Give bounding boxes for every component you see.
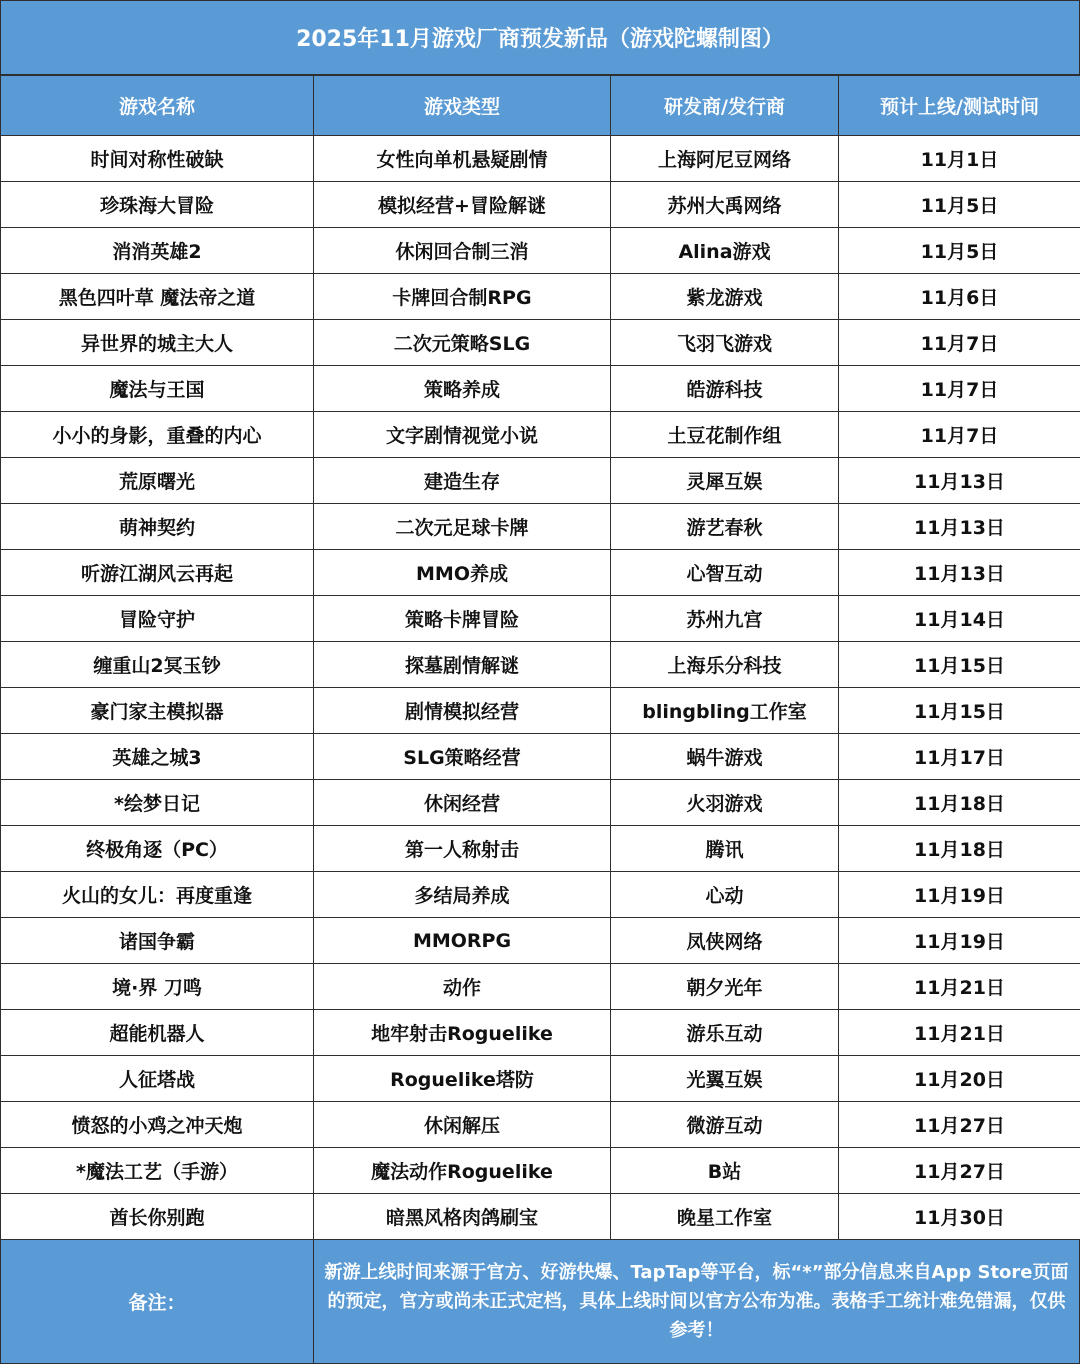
table-row [1, 182, 1080, 228]
column-header-game-name: 游戏名称 [1, 76, 314, 136]
cell-release-date: 11月13日 [839, 458, 1080, 504]
cell-game-type: 剧情模拟经营 [314, 688, 611, 734]
cell-game-type: Roguelike塔防 [314, 1056, 611, 1102]
cell-developer: 光翼互娱 [611, 1056, 839, 1102]
cell-game-type: 地牢射击Roguelike [314, 1010, 611, 1056]
cell-game-name: *绘梦日记 [1, 780, 314, 826]
cell-game-name: 英雄之城3 [1, 734, 314, 780]
cell-game-type: 模拟经营+冒险解谜 [314, 182, 611, 228]
cell-game-name: 愤怒的小鸡之冲天炮 [1, 1102, 314, 1148]
cell-game-type: 暗黑风格肉鸽刷宝 [314, 1194, 611, 1240]
cell-release-date: 11月15日 [839, 688, 1080, 734]
cell-game-type: 文字剧情视觉小说 [314, 412, 611, 458]
cell-release-date: 11月27日 [839, 1148, 1080, 1194]
table-row [1, 550, 1080, 596]
column-header-game-type: 游戏类型 [314, 76, 611, 136]
cell-developer: 苏州九宫 [611, 596, 839, 642]
cell-developer: 晚星工作室 [611, 1194, 839, 1240]
table-body [1, 136, 1080, 1240]
cell-game-type: 卡牌回合制RPG [314, 274, 611, 320]
column-header-developer-publisher: 研发商/发行商 [611, 76, 839, 136]
cell-release-date: 11月7日 [839, 320, 1080, 366]
cell-game-name: 魔法与王国 [1, 366, 314, 412]
cell-game-type: 二次元策略SLG [314, 320, 611, 366]
cell-game-name: 豪门家主模拟器 [1, 688, 314, 734]
cell-release-date: 11月13日 [839, 550, 1080, 596]
cell-developer: 上海阿尼豆网络 [611, 136, 839, 182]
table-row [1, 596, 1080, 642]
cell-release-date: 11月15日 [839, 642, 1080, 688]
cell-developer: 心动 [611, 872, 839, 918]
cell-game-name: 萌神契约 [1, 504, 314, 550]
table-row [1, 412, 1080, 458]
cell-game-type: SLG策略经营 [314, 734, 611, 780]
cell-game-name: 人征塔战 [1, 1056, 314, 1102]
cell-game-type: 探墓剧情解谜 [314, 642, 611, 688]
cell-release-date: 11月18日 [839, 826, 1080, 872]
cell-release-date: 11月7日 [839, 412, 1080, 458]
cell-developer: 朝夕光年 [611, 964, 839, 1010]
table-row [1, 320, 1080, 366]
cell-developer: 心智互动 [611, 550, 839, 596]
cell-developer: Alina游戏 [611, 228, 839, 274]
game-release-table [0, 75, 1080, 1240]
table-row [1, 1056, 1080, 1102]
cell-game-type: 魔法动作Roguelike [314, 1148, 611, 1194]
cell-release-date: 11月21日 [839, 1010, 1080, 1056]
cell-game-type: MMO养成 [314, 550, 611, 596]
cell-game-name: 小小的身影，重叠的内心 [1, 412, 314, 458]
cell-developer: 紫龙游戏 [611, 274, 839, 320]
cell-release-date: 11月5日 [839, 228, 1080, 274]
cell-game-name: 冒险守护 [1, 596, 314, 642]
table-row [1, 734, 1080, 780]
table-row [1, 826, 1080, 872]
cell-release-date: 11月6日 [839, 274, 1080, 320]
cell-game-type: 第一人称射击 [314, 826, 611, 872]
notes-text: 新游上线时间来源于官方、好游快爆、TapTap等平台，标“*”部分信息来自App Store页面的预定，官方或尚未正式定档，具体上线时间以官方公布为准。表格手工统计难免错漏，仅供参考！ [324, 1262, 1069, 1341]
page-title: 2025年11月游戏厂商预发新品（游戏陀螺制图） [0, 0, 1080, 75]
cell-game-name: 缠重山2冥玉钞 [1, 642, 314, 688]
cell-game-name: 境·界 刀鸣 [1, 964, 314, 1010]
cell-game-name: 黑色四叶草 魔法帝之道 [1, 274, 314, 320]
cell-release-date: 11月21日 [839, 964, 1080, 1010]
table-row [1, 366, 1080, 412]
cell-game-name: 荒原曙光 [1, 458, 314, 504]
cell-developer: 蜗牛游戏 [611, 734, 839, 780]
cell-game-name: 酋长你别跑 [1, 1194, 314, 1240]
cell-game-name: 时间对称性破缺 [1, 136, 314, 182]
cell-developer: 飞羽飞游戏 [611, 320, 839, 366]
cell-developer: 灵犀互娱 [611, 458, 839, 504]
table-row [1, 136, 1080, 182]
column-header-release-date: 预计上线/测试时间 [839, 76, 1080, 136]
cell-release-date: 11月19日 [839, 872, 1080, 918]
table-row [1, 274, 1080, 320]
table-row [1, 1194, 1080, 1240]
cell-developer: 土豆花制作组 [611, 412, 839, 458]
table-row [1, 872, 1080, 918]
cell-game-name: 诸国争霸 [1, 918, 314, 964]
table-row [1, 918, 1080, 964]
cell-developer: 凤侠网络 [611, 918, 839, 964]
cell-game-name: 超能机器人 [1, 1010, 314, 1056]
table-row [1, 642, 1080, 688]
table-row [1, 228, 1080, 274]
cell-game-type: 女性向单机悬疑剧情 [314, 136, 611, 182]
table-row [1, 1102, 1080, 1148]
table-row [1, 964, 1080, 1010]
table-row [1, 458, 1080, 504]
cell-release-date: 11月27日 [839, 1102, 1080, 1148]
notes-row [0, 1240, 1080, 1364]
table-row [1, 688, 1080, 734]
cell-release-date: 11月14日 [839, 596, 1080, 642]
cell-release-date: 11月5日 [839, 182, 1080, 228]
table-row [1, 1010, 1080, 1056]
cell-game-type: 休闲回合制三消 [314, 228, 611, 274]
cell-release-date: 11月7日 [839, 366, 1080, 412]
cell-developer: 火羽游戏 [611, 780, 839, 826]
cell-game-type: MMORPG [314, 918, 611, 964]
cell-developer: 皓游科技 [611, 366, 839, 412]
cell-developer: 苏州大禹网络 [611, 182, 839, 228]
cell-release-date: 11月20日 [839, 1056, 1080, 1102]
cell-developer: blingbling工作室 [611, 688, 839, 734]
table-row [1, 780, 1080, 826]
cell-release-date: 11月13日 [839, 504, 1080, 550]
cell-release-date: 11月18日 [839, 780, 1080, 826]
cell-developer: 腾讯 [611, 826, 839, 872]
cell-release-date: 11月30日 [839, 1194, 1080, 1240]
cell-release-date: 11月19日 [839, 918, 1080, 964]
cell-game-type: 建造生存 [314, 458, 611, 504]
cell-developer: 上海乐分科技 [611, 642, 839, 688]
cell-game-type: 动作 [314, 964, 611, 1010]
table-row [1, 504, 1080, 550]
cell-game-type: 策略卡牌冒险 [314, 596, 611, 642]
cell-developer: 游乐互动 [611, 1010, 839, 1056]
cell-release-date: 11月17日 [839, 734, 1080, 780]
cell-game-name: 火山的女儿：再度重逢 [1, 872, 314, 918]
cell-developer: 微游互动 [611, 1102, 839, 1148]
cell-release-date: 11月1日 [839, 136, 1080, 182]
cell-game-name: 异世界的城主大人 [1, 320, 314, 366]
table-header-row [1, 76, 1080, 136]
notes-label: 备注： [1, 1240, 314, 1363]
cell-game-name: 听游江湖风云再起 [1, 550, 314, 596]
table-row [1, 1148, 1080, 1194]
cell-game-type: 休闲解压 [314, 1102, 611, 1148]
cell-game-name: 消消英雄2 [1, 228, 314, 274]
cell-game-type: 休闲经营 [314, 780, 611, 826]
cell-game-name: *魔法工艺（手游） [1, 1148, 314, 1194]
cell-developer: 游艺春秋 [611, 504, 839, 550]
cell-game-type: 策略养成 [314, 366, 611, 412]
cell-developer: B站 [611, 1148, 839, 1194]
cell-game-name: 珍珠海大冒险 [1, 182, 314, 228]
cell-game-name: 终极角逐（PC） [1, 826, 314, 872]
cell-game-type: 二次元足球卡牌 [314, 504, 611, 550]
cell-game-type: 多结局养成 [314, 872, 611, 918]
